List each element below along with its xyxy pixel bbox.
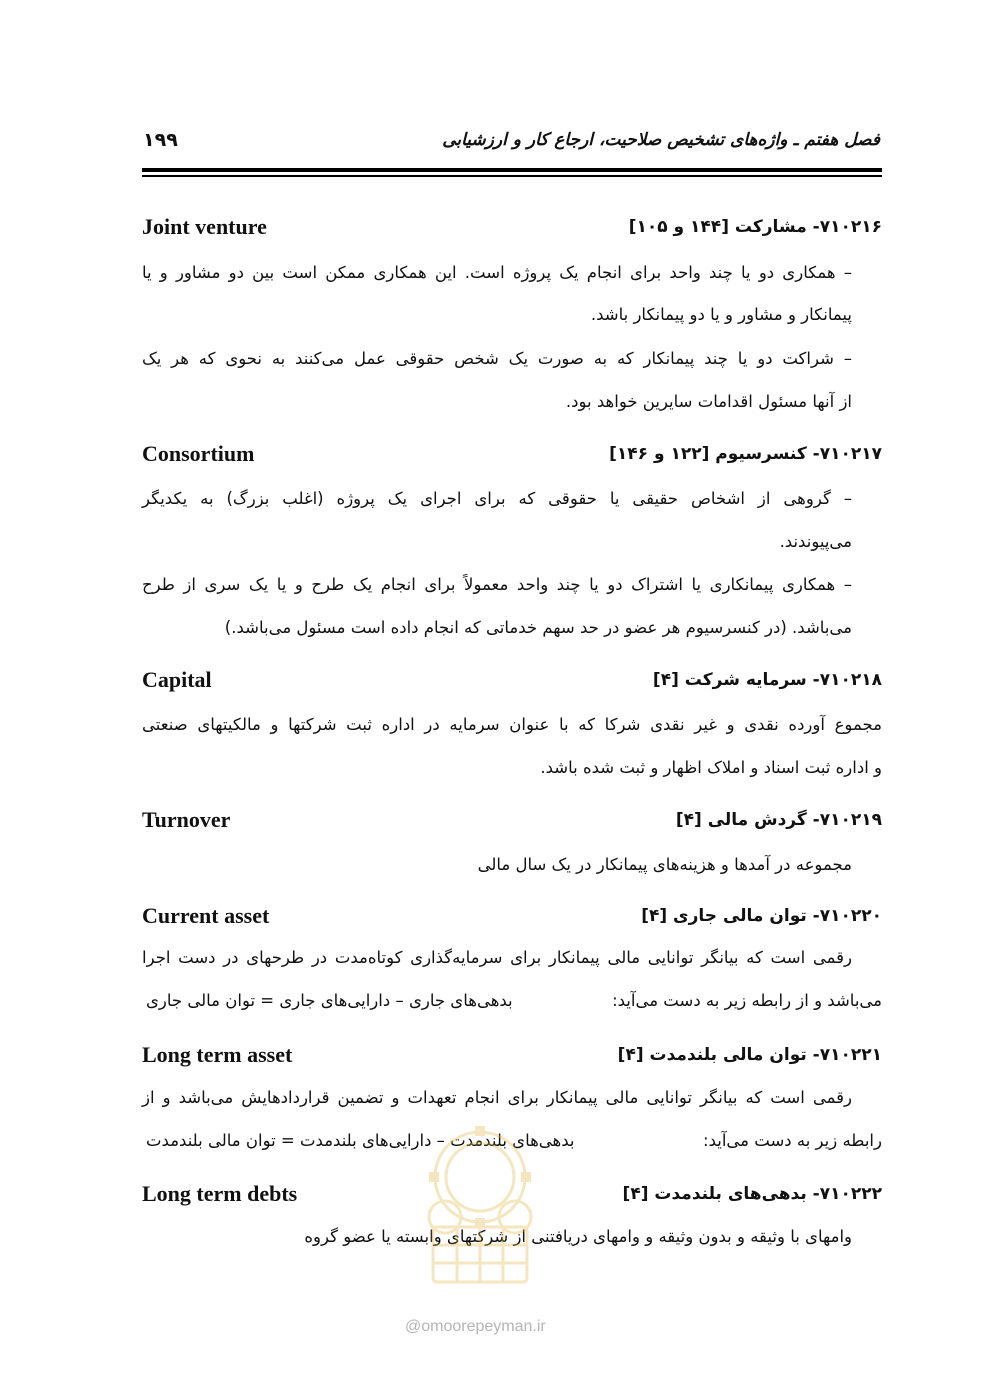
entry-term: Capital xyxy=(142,667,212,692)
entry-term: Turnover xyxy=(142,807,231,832)
entry-line: رقمی است که بیانگر توانایی مالی پیمانکار برای سرمایه‌گذاری کوتاه‌مدت در طرحهای در دست اجرا xyxy=(142,948,852,967)
header-rule-thin xyxy=(142,175,882,177)
entry-line: از آنها مسئول اقدامات سایرین خواهد بود. xyxy=(565,392,852,411)
entry-line: – همکاری دو یا چند واحد برای انجام یک پروژه است. این همکاری ممکن است بین دو مشاور و یا xyxy=(142,263,852,282)
entry-line: مجموع آورده نقدی و غیر نقدی شرکا که با عنوان سرمایه در اداره ثبت شرکتها و مالکیتهای صنعتی xyxy=(142,715,882,734)
entry-line: – شراکت دو یا چند پیمانکار که به صورت یک شخص حقوقی عمل می‌کنند به نحوی که هر یک xyxy=(142,349,852,368)
entry-heading: ۷۱۰۲۲۰- توان مالی جاری [۴] xyxy=(641,906,882,926)
entry-line: – گروهی از اشخاص حقیقی یا حقوقی که برای اجرای یک پروژه (اغلب بزرگ) به یکدیگر xyxy=(142,489,852,508)
entry-line: – همکاری پیمانکاری یا اشتراک دو یا چند واحد معمولاً برای انجام یک طرح و یا یک سری از طرح xyxy=(142,575,852,594)
entry-term: Current asset xyxy=(142,903,270,928)
entry-line: می‌پیوندند. xyxy=(779,532,852,551)
entry-heading: ۷۱۰۲۱۶- مشارکت [۱۴۴ و ۱۰۵] xyxy=(628,217,882,237)
entry-line: پیمانکار و مشاور و یا دو پیمانکار باشد. xyxy=(590,305,852,324)
page-number: ۱۹۹ xyxy=(143,129,178,151)
entry-term: Consortium xyxy=(142,441,255,466)
entry-line: وامهای با وثیقه و بدون وثیقه و وامهای دریافتنی از شرکتهای وابسته یا عضو گروه xyxy=(304,1227,852,1246)
entry-term: Joint venture xyxy=(142,214,267,239)
entry-line: مجموعه در آمدها و هزینه‌های پیمانکار در یک سال مالی xyxy=(477,855,852,874)
formula-text: بدهی‌های جاری – دارایی‌های جاری = توان مالی جاری xyxy=(146,991,513,1010)
header-rule-thick xyxy=(142,168,882,172)
gear-book-logo-icon xyxy=(405,1122,555,1292)
watermark-text: @omoorepeyman.ir xyxy=(405,1318,546,1335)
entry-line: و اداره ثبت اسناد و املاک اظهار و ثبت شده باشد. xyxy=(540,758,882,777)
entry-heading: ۷۱۰۲۱۷- کنسرسیوم [۱۲۲ و ۱۴۶] xyxy=(609,444,882,464)
entry-heading: ۷۱۰۲۱۹- گردش مالی [۴] xyxy=(675,810,882,830)
entry-heading: ۷۱۰۲۲۲- بدهی‌های بلندمدت [۴] xyxy=(622,1184,882,1204)
entry-term: Long term debts xyxy=(142,1181,298,1206)
chapter-title: فصل هفتم ـ واژه‌های تشخیص صلاحیت، ارجاع کار و ارزشیابی xyxy=(442,130,880,150)
entry-heading: ۷۱۰۲۱۸- سرمایه شرکت [۴] xyxy=(652,670,882,690)
entry-line: می‌باشد. (در کنسرسیوم هر عضو در حد سهم خدماتی که انجام داده است مسئول می‌باشد.) xyxy=(224,618,852,637)
entry-term: Long term asset xyxy=(142,1042,293,1067)
formula-text: بدهی‌های بلندمدت – دارایی‌های بلندمدت = توان مالی بلندمدت xyxy=(146,1131,575,1150)
entry-line: رابطه زیر به دست می‌آید: xyxy=(703,1131,882,1150)
entry-line: رقمی است که بیانگر توانایی مالی پیمانکار برای انجام تعهدات و تضمین قراردادهایش می‌باشد و از xyxy=(142,1088,852,1107)
entry-heading: ۷۱۰۲۲۱- توان مالی بلندمدت [۴] xyxy=(617,1045,882,1065)
entry-line: می‌باشد و از رابطه زیر به دست می‌آید: xyxy=(612,991,882,1010)
